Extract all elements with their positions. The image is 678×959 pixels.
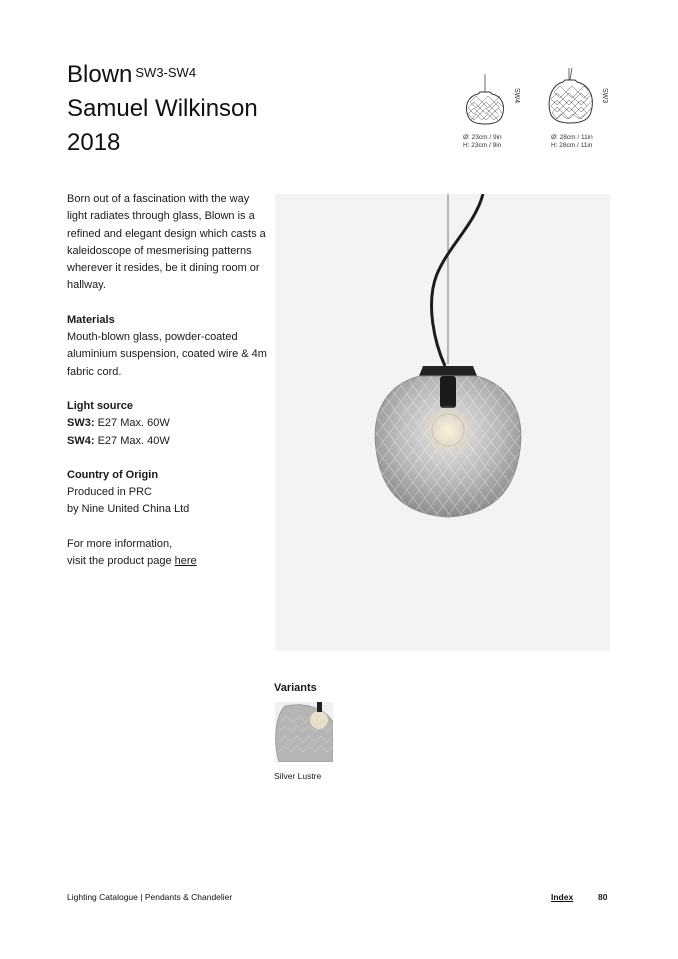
footer-catalogue-title: Lighting Catalogue | Pendants & Chandelier <box>67 892 233 902</box>
design-year: 2018 <box>67 129 121 156</box>
lamp-socket <box>440 376 456 408</box>
product-description <box>67 191 267 587</box>
pendant-lamp-illustration <box>275 194 610 651</box>
materials-text: Mouth-blown glass, powder-coated aluminium suspension, coated wire & 4m fabric cord. <box>67 331 267 378</box>
light-source-section <box>67 398 267 450</box>
thumbnail-diameter: Ø: 28cm / 11in <box>551 134 593 141</box>
designer-name: Samuel Wilkinson <box>67 95 258 122</box>
product-name-line <box>67 58 258 92</box>
footer-page-number: 80 <box>598 892 608 902</box>
thumbnail-code: SW4 <box>513 88 520 104</box>
thumbnail-height: H: 28cm / 11in <box>551 142 593 149</box>
thumbnail-sw4 <box>462 68 542 158</box>
thumbnail-height: H: 23cm / 9in <box>463 142 502 149</box>
lamp-canopy <box>419 366 477 376</box>
pendant-sw3-drawing <box>548 68 608 128</box>
origin-heading: Country of Origin <box>67 468 159 481</box>
thumbnail-dimensions <box>463 134 502 150</box>
product-name: Blown <box>67 61 133 88</box>
sw4-value: E27 Max. 40W <box>97 434 170 447</box>
light-source-heading: Light source <box>67 399 134 412</box>
thumbnail-sw3 <box>548 68 628 158</box>
product-title-block <box>67 58 258 160</box>
origin-line2: by Nine United China Ltd <box>67 503 190 516</box>
thumbnail-diameter: Ø: 23cm / 9in <box>463 134 502 141</box>
model-range: SW3-SW4 <box>135 65 197 80</box>
intro-text: Born out of a fascination with the way light radiates through glass, Blown is a refined and elegant design which casts a kaleidoscope of mesmerising patterns wherever it resides, be it dining room or hallway. <box>67 193 266 292</box>
more-info-line2: visit the product page <box>67 555 172 568</box>
product-page-link[interactable]: here <box>174 555 197 568</box>
variant-thumbnail <box>275 702 333 762</box>
more-info-section <box>67 536 267 571</box>
thumbnail-dimensions <box>551 134 593 150</box>
sw4-label: SW4: <box>67 434 95 447</box>
more-info-line1: For more information, <box>67 537 173 550</box>
variant-name: Silver Lustre <box>274 771 322 781</box>
thumbnail-code: SW3 <box>601 88 608 104</box>
materials-section <box>67 312 267 381</box>
lamp-bulb <box>424 406 472 454</box>
variants-heading: Variants <box>274 682 317 694</box>
variant-swatch-silver-lustre[interactable] <box>275 702 333 762</box>
sw3-value: E27 Max. 60W <box>97 417 170 430</box>
origin-section <box>67 467 267 519</box>
materials-heading: Materials <box>67 313 115 326</box>
sw3-label: SW3: <box>67 417 95 430</box>
origin-line1: Produced in PRC <box>67 486 152 499</box>
product-photo <box>275 194 610 651</box>
footer-index-link[interactable]: Index <box>551 892 574 902</box>
